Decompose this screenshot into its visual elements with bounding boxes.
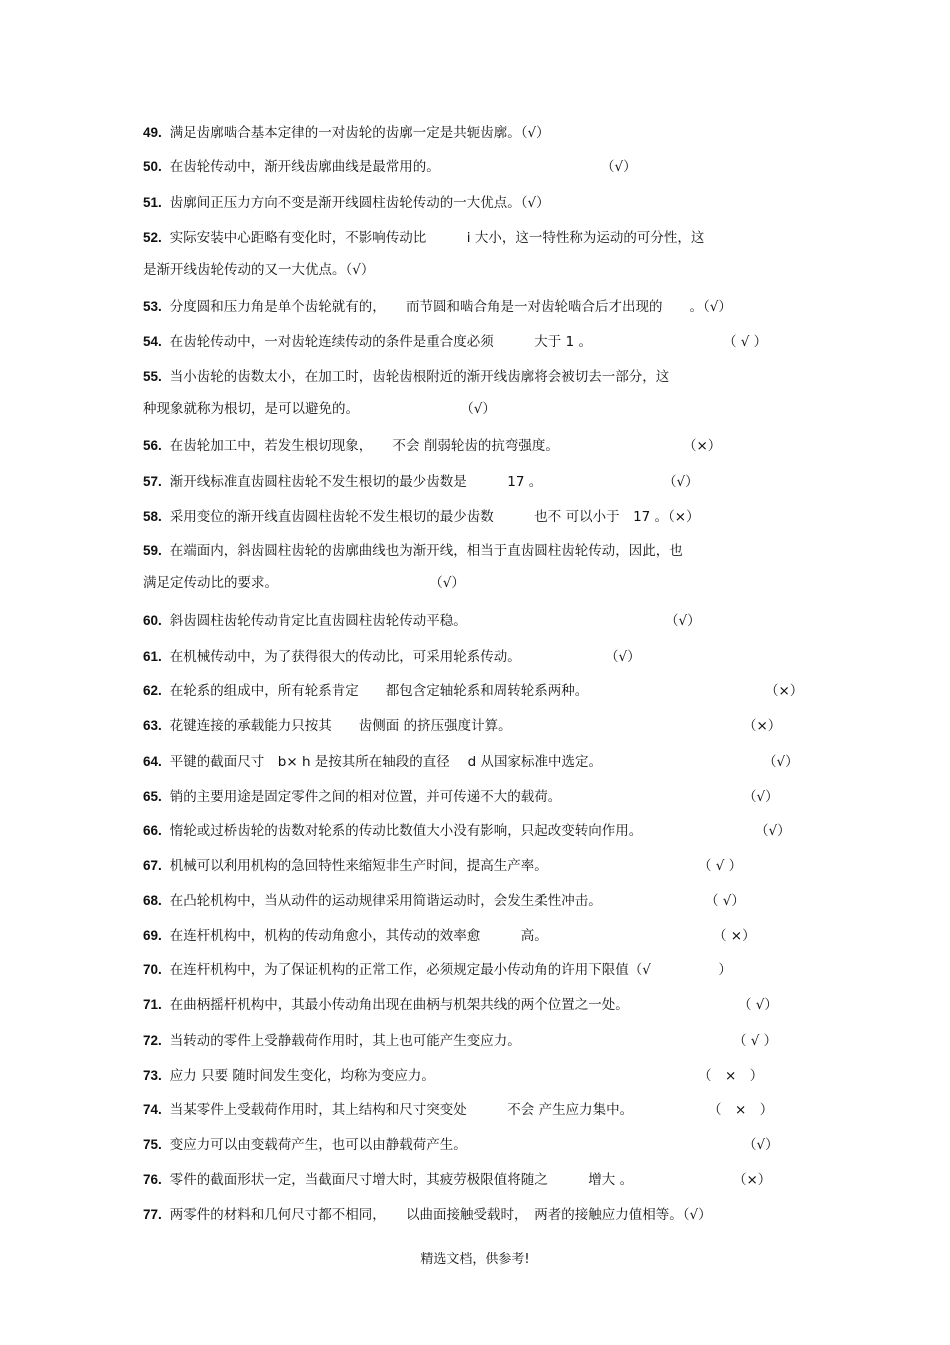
item-text: 平键的截面尺寸 b× h 是按其所在轴段的直径 d 从国家标准中选定。: [169, 754, 602, 770]
item-text: 在齿轮传动中，一对齿轮连续传动的条件是重合度必须 大于 1 。: [169, 334, 592, 350]
answer-mark: （×）: [743, 718, 782, 734]
list-item: [143, 716, 810, 736]
answer-mark: （×）: [683, 438, 722, 454]
list-item: [143, 1031, 810, 1051]
item-number: 53.: [143, 299, 162, 314]
answer-mark: （√）: [663, 474, 699, 490]
answer-mark: （ ×）: [713, 928, 756, 944]
list-item: [143, 472, 810, 492]
item-text: 惰轮或过桥齿轮的齿数对轮系的传动比数值大小没有影响，只起改变转向作用。: [169, 823, 643, 839]
item-text: 在端面内，斜齿圆柱齿轮的齿廓曲线也为渐开线，相当于直齿圆柱齿轮传动，因此，也: [169, 543, 683, 559]
item-number: 49.: [143, 125, 162, 140]
item-text: 实际安装中心距略有变化时，不影响传动比 i 大小，这一特性称为运动的可分性，这: [169, 230, 705, 246]
list-item: [143, 1100, 810, 1120]
answer-mark: （√）: [763, 754, 799, 770]
item-number: 63.: [143, 718, 162, 733]
item-text: 零件的截面形状一定，当截面尺寸增大时，其疲劳极限值将随之 增大 。: [169, 1172, 634, 1188]
item-number: 57.: [143, 474, 162, 489]
item-text: 在连杆机构中，为了保证机构的正常工作，必须规定最小传动角的许用下限值（√ ）: [169, 962, 732, 978]
answer-mark: （√）: [743, 789, 779, 805]
item-number: 71.: [143, 997, 162, 1012]
item-number: 55.: [143, 369, 162, 384]
list-item: [143, 297, 810, 317]
list-item: [143, 960, 810, 980]
item-continuation-text: 满足定传动比的要求。: [143, 575, 278, 591]
answer-mark: （√）: [601, 159, 637, 175]
item-number: 68.: [143, 893, 162, 908]
item-text: 变应力可以由变载荷产生，也可以由静载荷产生。: [169, 1137, 467, 1153]
item-text: 渐开线标准直齿圆柱齿轮不发生根切的最少齿数是 17 。: [169, 474, 543, 490]
answer-mark: （√）: [755, 823, 791, 839]
list-item: [143, 193, 810, 213]
list-item: [143, 507, 810, 527]
list-item: [143, 436, 810, 456]
item-text: 在曲柄摇杆机构中，其最小传动角出现在曲柄与机架共线的两个位置之一处。: [169, 997, 629, 1013]
list-item: [143, 926, 810, 946]
item-text: 花键连接的承载能力只按其 齿侧面 的挤压强度计算。: [169, 718, 512, 734]
list-item: [143, 787, 810, 807]
list-item: [143, 611, 810, 631]
item-number: 74.: [143, 1102, 162, 1117]
list-item: [143, 123, 810, 143]
item-number: 51.: [143, 195, 162, 210]
item-text: 两零件的材料和几何尺寸都不相同， 以曲面接触受载时， 两者的接触应力值相等。（√）: [169, 1207, 712, 1223]
list-item: [143, 1135, 810, 1155]
item-text: 斜齿圆柱齿轮传动肯定比直齿圆柱齿轮传动平稳。: [169, 613, 467, 629]
item-number: 56.: [143, 438, 162, 453]
item-number: 70.: [143, 962, 162, 977]
list-item: [143, 157, 810, 177]
item-number: 60.: [143, 613, 162, 628]
answer-mark: （√）: [665, 613, 701, 629]
answer-mark: （ √ ）: [733, 1033, 778, 1049]
item-number: 65.: [143, 789, 162, 804]
list-item: [143, 856, 810, 876]
list-item: [143, 752, 810, 772]
item-text: 在齿轮传动中，渐开线齿廓曲线是最常用的。: [169, 159, 440, 175]
item-number: 66.: [143, 823, 162, 838]
item-text: 应力 只要 随时间发生变化，均称为变应力。: [169, 1068, 435, 1084]
list-item: [143, 647, 810, 667]
item-text: 满足齿廓啮合基本定律的一对齿轮的齿廓一定是共轭齿廓。（√）: [169, 125, 550, 141]
item-text: 在凸轮机构中，当从动件的运动规律采用简谐运动时，会发生柔性冲击。: [169, 893, 602, 909]
item-continuation: [143, 399, 810, 419]
list-item: [143, 367, 810, 419]
item-text: 采用变位的渐开线直齿圆柱齿轮不发生根切的最少齿数 也不 可以小于 17 。（×）: [169, 509, 700, 525]
answer-mark: （ × ）: [708, 1102, 774, 1118]
answer-mark: （×）: [765, 683, 804, 699]
answer-mark: （√）: [743, 1137, 779, 1153]
item-continuation: [143, 573, 810, 593]
item-number: 50.: [143, 159, 162, 174]
list-item: [143, 1066, 810, 1086]
list-item: [143, 228, 810, 280]
answer-mark: （√）: [467, 401, 496, 417]
page-footer: 精选文档，供参考!: [420, 1252, 530, 1267]
item-number: 75.: [143, 1137, 162, 1152]
item-number: 69.: [143, 928, 162, 943]
item-number: 76.: [143, 1172, 162, 1187]
item-number: 73.: [143, 1068, 162, 1083]
item-text: 齿廓间正压力方向不变是渐开线圆柱齿轮传动的一大优点。（√）: [169, 195, 550, 211]
list-item: [143, 681, 810, 701]
item-continuation: 是渐开线齿轮传动的又一大优点。（√）: [143, 262, 375, 278]
item-number: 72.: [143, 1033, 162, 1048]
item-number: 52.: [143, 230, 162, 245]
item-text: 当某零件上受载荷作用时，其上结构和尺寸突变处 不会 产生应力集中。: [169, 1102, 634, 1118]
answer-mark: （ √ ）: [723, 334, 768, 350]
list-item: [143, 995, 810, 1015]
list-item: [143, 891, 810, 911]
item-text: 在机械传动中，为了获得很大的传动比，可采用轮系传动。: [169, 649, 521, 665]
list-item: [143, 1205, 810, 1225]
answer-mark: （√）: [605, 649, 641, 665]
answer-mark: （ × ）: [698, 1068, 764, 1084]
item-number: 59.: [143, 543, 162, 558]
item-number: 77.: [143, 1207, 162, 1222]
item-number: 62.: [143, 683, 162, 698]
answer-mark: （×）: [733, 1172, 772, 1188]
list-item: [143, 821, 810, 841]
item-text: 在轮系的组成中，所有轮系肯定 都包含定轴轮系和周转轮系两种。: [169, 683, 589, 699]
item-number: 54.: [143, 334, 162, 349]
item-text: 机械可以利用机构的急回特性来缩短非生产时间，提高生产率。: [169, 858, 548, 874]
answer-mark: （√）: [436, 575, 465, 591]
item-text: 销的主要用途是固定零件之间的相对位置，并可传递不大的载荷。: [169, 789, 562, 805]
item-text: 在齿轮加工中，若发生根切现象， 不会 削弱轮齿的抗弯强度。: [169, 438, 559, 454]
item-text: 当转动的零件上受静载荷作用时，其上也可能产生变应力。: [169, 1033, 521, 1049]
item-text: 分度圆和压力角是单个齿轮就有的， 而节圆和啮合角是一对齿轮啮合后才出现的 。（√）: [169, 299, 732, 315]
list-item: [143, 1170, 810, 1190]
answer-mark: （ √ ）: [698, 858, 743, 874]
item-text: 在连杆机构中，机构的传动角愈小，其传动的效率愈 高。: [169, 928, 548, 944]
item-continuation-text: 种现象就称为根切，是可以避免的。: [143, 401, 359, 417]
item-number: 67.: [143, 858, 162, 873]
answer-mark: （ √）: [705, 893, 745, 909]
item-text: 当小齿轮的齿数太小，在加工时，齿轮齿根附近的渐开线齿廓将会被切去一部分，这: [169, 369, 670, 385]
list-item: [143, 541, 810, 593]
item-number: 64.: [143, 754, 162, 769]
item-number: 58.: [143, 509, 162, 524]
item-number: 61.: [143, 649, 162, 664]
answer-mark: （ √）: [738, 997, 778, 1013]
list-item: [143, 332, 810, 352]
